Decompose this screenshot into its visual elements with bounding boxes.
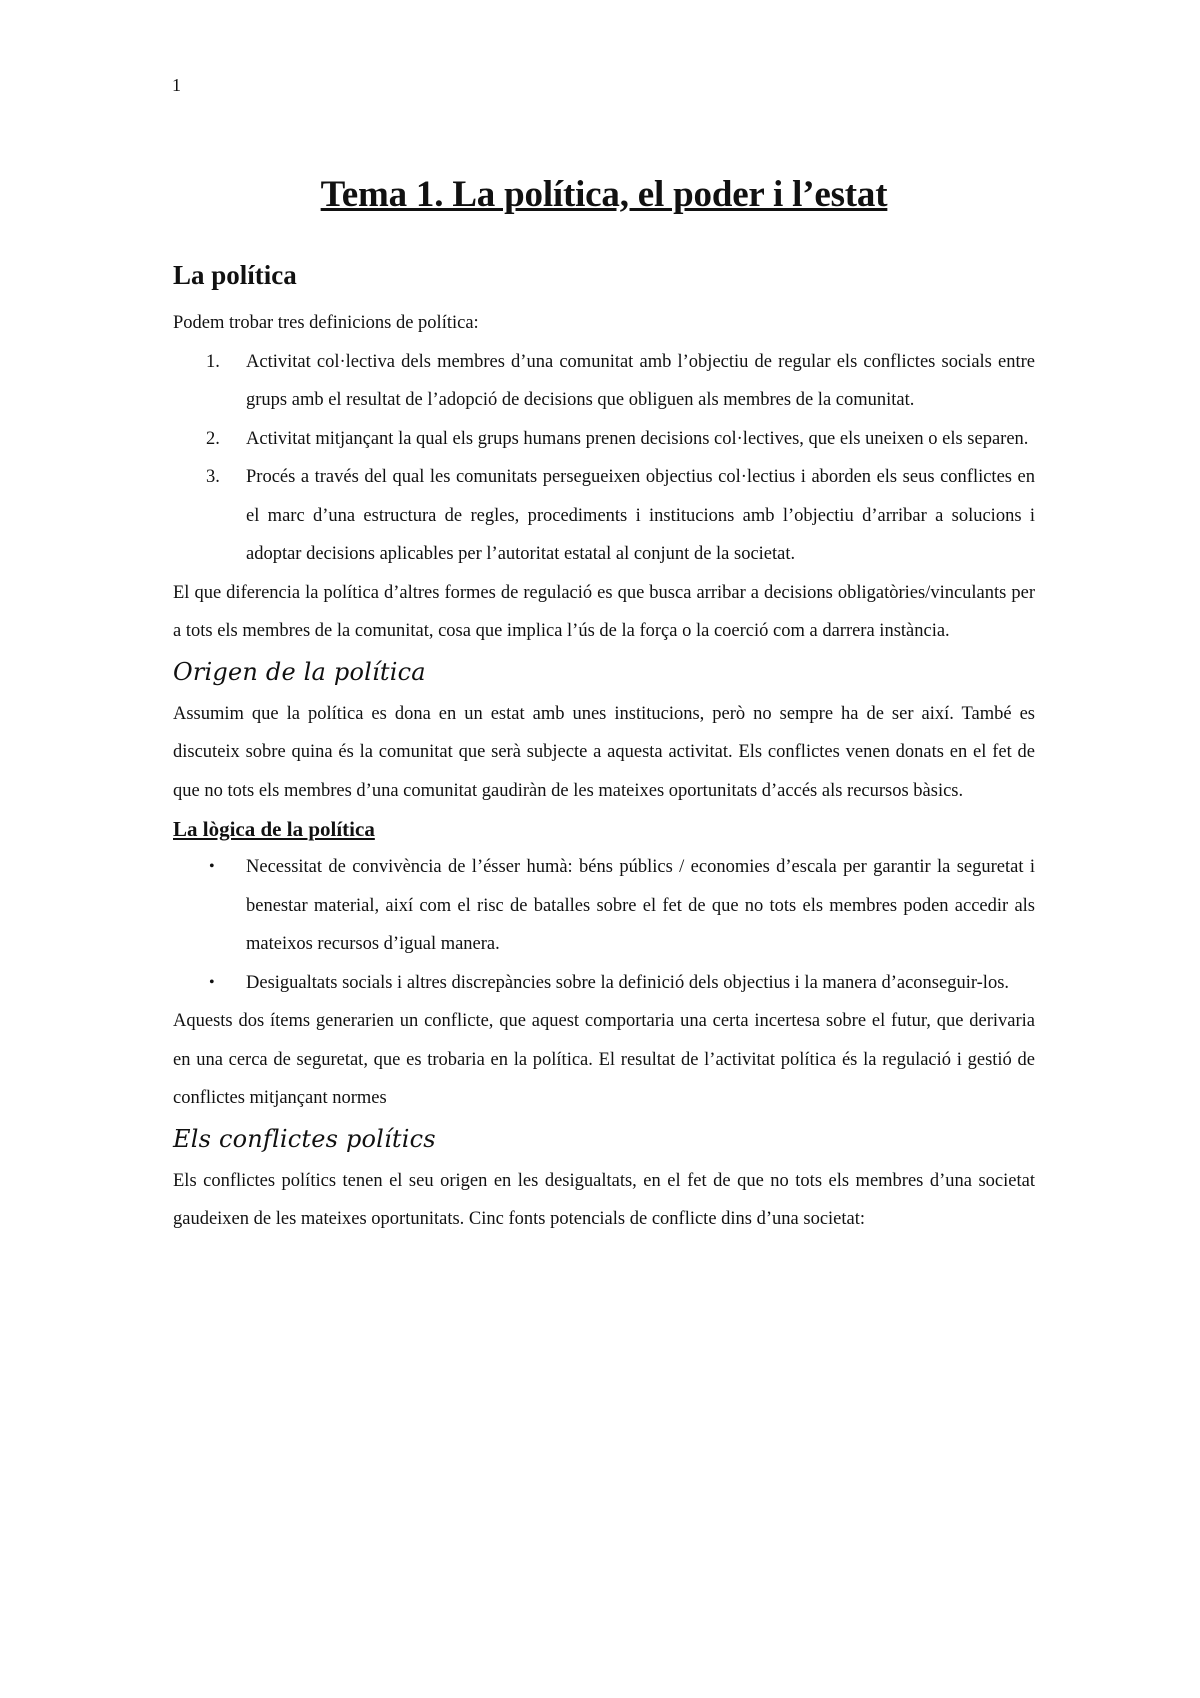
definition-text: Activitat mitjançant la qual els grups humans prenen decisions col·lectives, que els uneixen o els separen. xyxy=(246,428,1029,449)
page-number: 1 xyxy=(172,75,181,95)
logica-bullet-list xyxy=(173,848,1035,1002)
bullet-item xyxy=(173,964,1035,1003)
section-heading-origen: Origen de la política xyxy=(173,657,426,686)
list-number: 1. xyxy=(206,351,220,372)
definition-text: Activitat col·lectiva dels membres d’una comunitat amb l’objectiu de regular els conflictes socials entre grups amb el resultat de l’adopció de decisions que obliguen als membres de la comunitat. xyxy=(246,351,1035,410)
list-number: 2. xyxy=(206,428,220,449)
politica-intro: Podem trobar tres definicions de política: xyxy=(173,313,479,333)
document-body xyxy=(173,168,1035,1239)
bullet-text: Desigualtats socials i altres discrepàncies sobre la definició dels objectius i la manera d’aconseguir-los. xyxy=(246,972,1010,993)
definition-item xyxy=(173,458,1035,574)
conflictes-paragraph: Els conflictes polítics tenen el seu origen en les desigualtats, en el fet de que no tots els membres d’una societat gaudeixen de les mateixes oportunitats. Cinc fonts potencials de conflicte dins d’una societat: xyxy=(173,1170,1035,1229)
list-number: 3. xyxy=(206,467,220,487)
politica-closing-paragraph: El que diferencia la política d’altres formes de regulació es que busca arribar a decisions obligatòries/vinculants per a tots els membres de la comunitat, cosa que implica l’ús de la força o la coerció com a darrera instància. xyxy=(173,582,1035,641)
definitions-list xyxy=(173,343,1035,574)
section-heading-conflictes: Els conflictes polítics xyxy=(173,1124,436,1153)
definition-text: Procés a través del qual les comunitats persegueixen objectius col·lectius i aborden els seus conflictes en el marc d’una estructura de regles, procediments i institucions amb l’objectiu d’arribar a solucions i adoptar decisions aplicables per l’autoritat estatal al conjunt de la societat. xyxy=(246,467,1035,564)
origen-paragraph: Assumim que la política es dona en un estat amb unes institucions, però no sempre ha de ser així. També es discuteix sobre quina és la comunitat que serà subjecte a aquesta activitat. Els conflictes venen donats en el fet de que no tots els membres d’una comunitat gaudiràn de les mateixes oportunitats d’accés als recursos bàsics. xyxy=(173,703,1035,801)
bullet-text: Necessitat de convivència de l’ésser humà: béns públics / economies d’escala per garantir la seguretat i benestar material, així com el risc de batalles sobre el fet de que no tots els membres poden accedir als mateixos recursos d’igual manera. xyxy=(246,857,1035,954)
bullet-icon: • xyxy=(209,858,215,875)
logica-closing-paragraph: Aquests dos ítems generarien un conflicte, que aquest comportaria una certa incertesa sobre el futur, que derivaria en una cerca de seguretat, que es trobaria en la política. El resultat de l’activitat política és la regulació i gestió de conflictes mitjançant normes xyxy=(173,1011,1035,1108)
definition-item xyxy=(173,420,1035,459)
bullet-item xyxy=(173,848,1035,964)
document-title: Tema 1. La política, el poder i l’estat xyxy=(320,174,888,215)
section-heading-politica: La política xyxy=(173,260,297,290)
bullet-icon: • xyxy=(209,973,215,991)
section-heading-logica: La lògica de la política xyxy=(173,817,375,841)
definition-item xyxy=(173,343,1035,420)
